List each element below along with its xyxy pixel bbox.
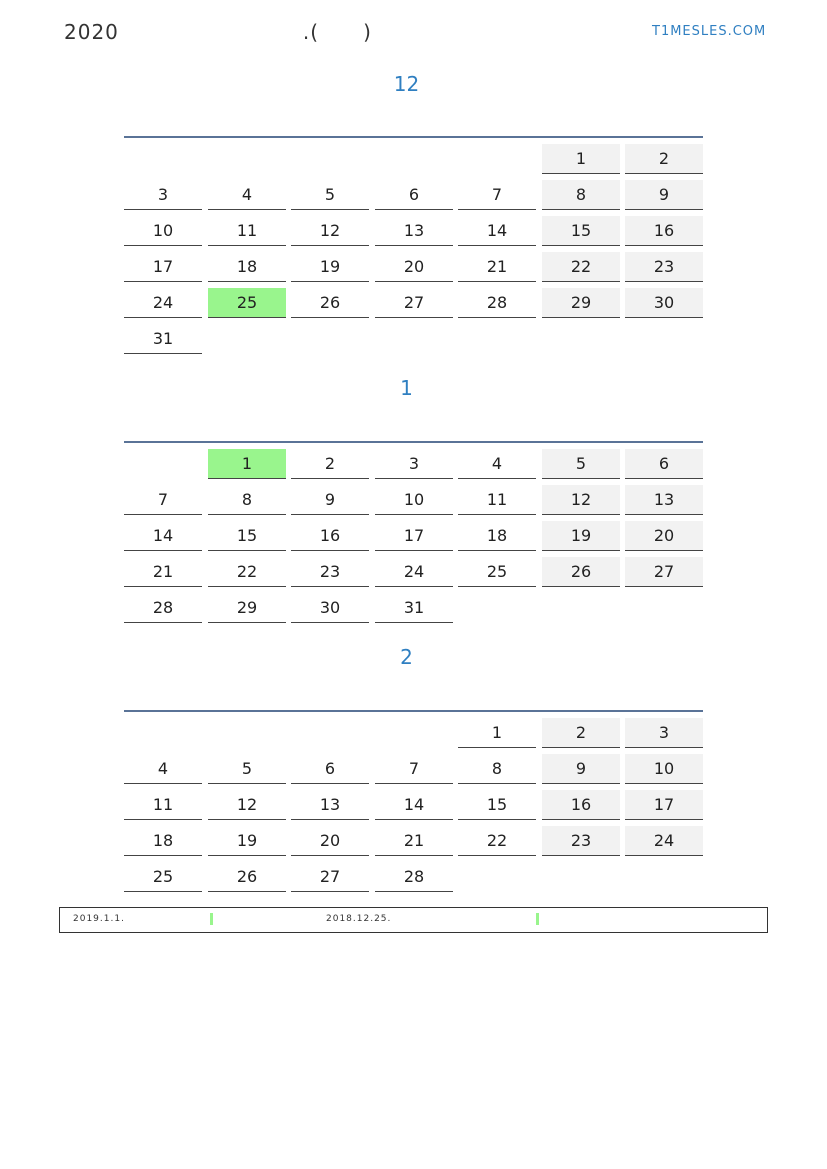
day-cell: 10 xyxy=(625,754,703,784)
day-cell: 16 xyxy=(625,216,703,246)
day-cell: 11 xyxy=(124,790,202,820)
day-cell: 17 xyxy=(625,790,703,820)
day-cell: 29 xyxy=(208,593,286,623)
day-cell: 22 xyxy=(542,252,620,282)
day-cell: 3 xyxy=(375,449,453,479)
day-cell: 15 xyxy=(208,521,286,551)
site-link[interactable]: T1MESLES.COM xyxy=(652,24,767,39)
calendar-week xyxy=(124,784,703,820)
day-cell: 9 xyxy=(291,485,369,515)
day-cell: 24 xyxy=(625,826,703,856)
day-cell: 17 xyxy=(124,252,202,282)
day-cell: 6 xyxy=(291,754,369,784)
day-cell: 5 xyxy=(291,180,369,210)
calendar-february xyxy=(124,710,703,892)
day-cell: 25 xyxy=(208,288,286,318)
month-title-december: 12 xyxy=(393,72,420,96)
calendar-week xyxy=(124,138,703,174)
day-cell: 6 xyxy=(375,180,453,210)
day-cell: 1 xyxy=(542,144,620,174)
legend-mark-2 xyxy=(536,913,539,925)
day-cell: 30 xyxy=(625,288,703,318)
day-cell: 22 xyxy=(458,826,536,856)
day-cell: 31 xyxy=(124,324,202,354)
month-title-january: 1 xyxy=(400,376,413,400)
day-cell: 2 xyxy=(542,718,620,748)
legend-item-1: 2019.1.1. xyxy=(73,914,125,924)
day-cell: 2 xyxy=(291,449,369,479)
day-cell: 11 xyxy=(458,485,536,515)
calendar-december xyxy=(124,136,703,354)
day-cell: 13 xyxy=(375,216,453,246)
day-cell: 19 xyxy=(291,252,369,282)
day-cell: 27 xyxy=(625,557,703,587)
day-cell: 25 xyxy=(458,557,536,587)
day-cell: 12 xyxy=(542,485,620,515)
day-cell: 18 xyxy=(458,521,536,551)
day-cell: 20 xyxy=(375,252,453,282)
day-cell: 10 xyxy=(375,485,453,515)
day-cell: 25 xyxy=(124,862,202,892)
day-cell: 3 xyxy=(124,180,202,210)
day-cell: 27 xyxy=(375,288,453,318)
day-cell: 21 xyxy=(458,252,536,282)
calendar-week xyxy=(124,820,703,856)
day-cell: 13 xyxy=(291,790,369,820)
calendar-week xyxy=(124,210,703,246)
day-cell: 1 xyxy=(208,449,286,479)
day-cell: 24 xyxy=(375,557,453,587)
day-cell: 23 xyxy=(542,826,620,856)
day-cell: 28 xyxy=(375,862,453,892)
legend-item-2: 2018.12.25. xyxy=(326,914,392,924)
day-cell: 9 xyxy=(542,754,620,784)
day-cell: 26 xyxy=(208,862,286,892)
calendar-week xyxy=(124,515,703,551)
calendar-week xyxy=(124,282,703,318)
day-cell: 19 xyxy=(542,521,620,551)
day-cell: 24 xyxy=(124,288,202,318)
day-cell: 17 xyxy=(375,521,453,551)
day-cell: 7 xyxy=(124,485,202,515)
day-cell: 14 xyxy=(458,216,536,246)
day-cell: 19 xyxy=(208,826,286,856)
day-cell: 22 xyxy=(208,557,286,587)
day-cell: 10 xyxy=(124,216,202,246)
calendar-week xyxy=(124,318,703,354)
day-cell: 29 xyxy=(542,288,620,318)
day-cell: 5 xyxy=(208,754,286,784)
legend-mark-1 xyxy=(210,913,213,925)
day-cell: 7 xyxy=(375,754,453,784)
calendar-week xyxy=(124,712,703,748)
day-cell: 13 xyxy=(625,485,703,515)
calendar-week xyxy=(124,748,703,784)
day-cell: 4 xyxy=(458,449,536,479)
day-cell: 15 xyxy=(458,790,536,820)
day-cell: 7 xyxy=(458,180,536,210)
day-cell: 16 xyxy=(542,790,620,820)
day-cell: 4 xyxy=(124,754,202,784)
calendar-january xyxy=(124,441,703,623)
day-cell: 21 xyxy=(375,826,453,856)
day-cell: 2 xyxy=(625,144,703,174)
day-cell: 14 xyxy=(124,521,202,551)
day-cell: 16 xyxy=(291,521,369,551)
day-cell: 12 xyxy=(208,790,286,820)
calendar-week xyxy=(124,856,703,892)
day-cell: 3 xyxy=(625,718,703,748)
calendar-week xyxy=(124,587,703,623)
day-cell: 27 xyxy=(291,862,369,892)
day-cell: 11 xyxy=(208,216,286,246)
calendar-week xyxy=(124,443,703,479)
day-cell: 15 xyxy=(542,216,620,246)
page-header-title: 2020 .( ) xyxy=(64,20,372,44)
calendar-week xyxy=(124,174,703,210)
calendar-week xyxy=(124,551,703,587)
day-cell: 6 xyxy=(625,449,703,479)
day-cell: 4 xyxy=(208,180,286,210)
day-cell: 21 xyxy=(124,557,202,587)
calendar-week xyxy=(124,246,703,282)
day-cell: 18 xyxy=(124,826,202,856)
day-cell: 28 xyxy=(458,288,536,318)
day-cell: 9 xyxy=(625,180,703,210)
day-cell: 8 xyxy=(458,754,536,784)
day-cell: 8 xyxy=(542,180,620,210)
day-cell: 20 xyxy=(625,521,703,551)
day-cell: 20 xyxy=(291,826,369,856)
day-cell: 18 xyxy=(208,252,286,282)
day-cell: 28 xyxy=(124,593,202,623)
day-cell: 26 xyxy=(542,557,620,587)
calendar-week xyxy=(124,479,703,515)
day-cell: 30 xyxy=(291,593,369,623)
day-cell: 31 xyxy=(375,593,453,623)
day-cell: 5 xyxy=(542,449,620,479)
day-cell: 23 xyxy=(291,557,369,587)
day-cell: 23 xyxy=(625,252,703,282)
day-cell: 14 xyxy=(375,790,453,820)
day-cell: 26 xyxy=(291,288,369,318)
day-cell: 1 xyxy=(458,718,536,748)
month-title-february: 2 xyxy=(400,645,413,669)
day-cell: 8 xyxy=(208,485,286,515)
legend-box xyxy=(59,907,768,933)
day-cell: 12 xyxy=(291,216,369,246)
